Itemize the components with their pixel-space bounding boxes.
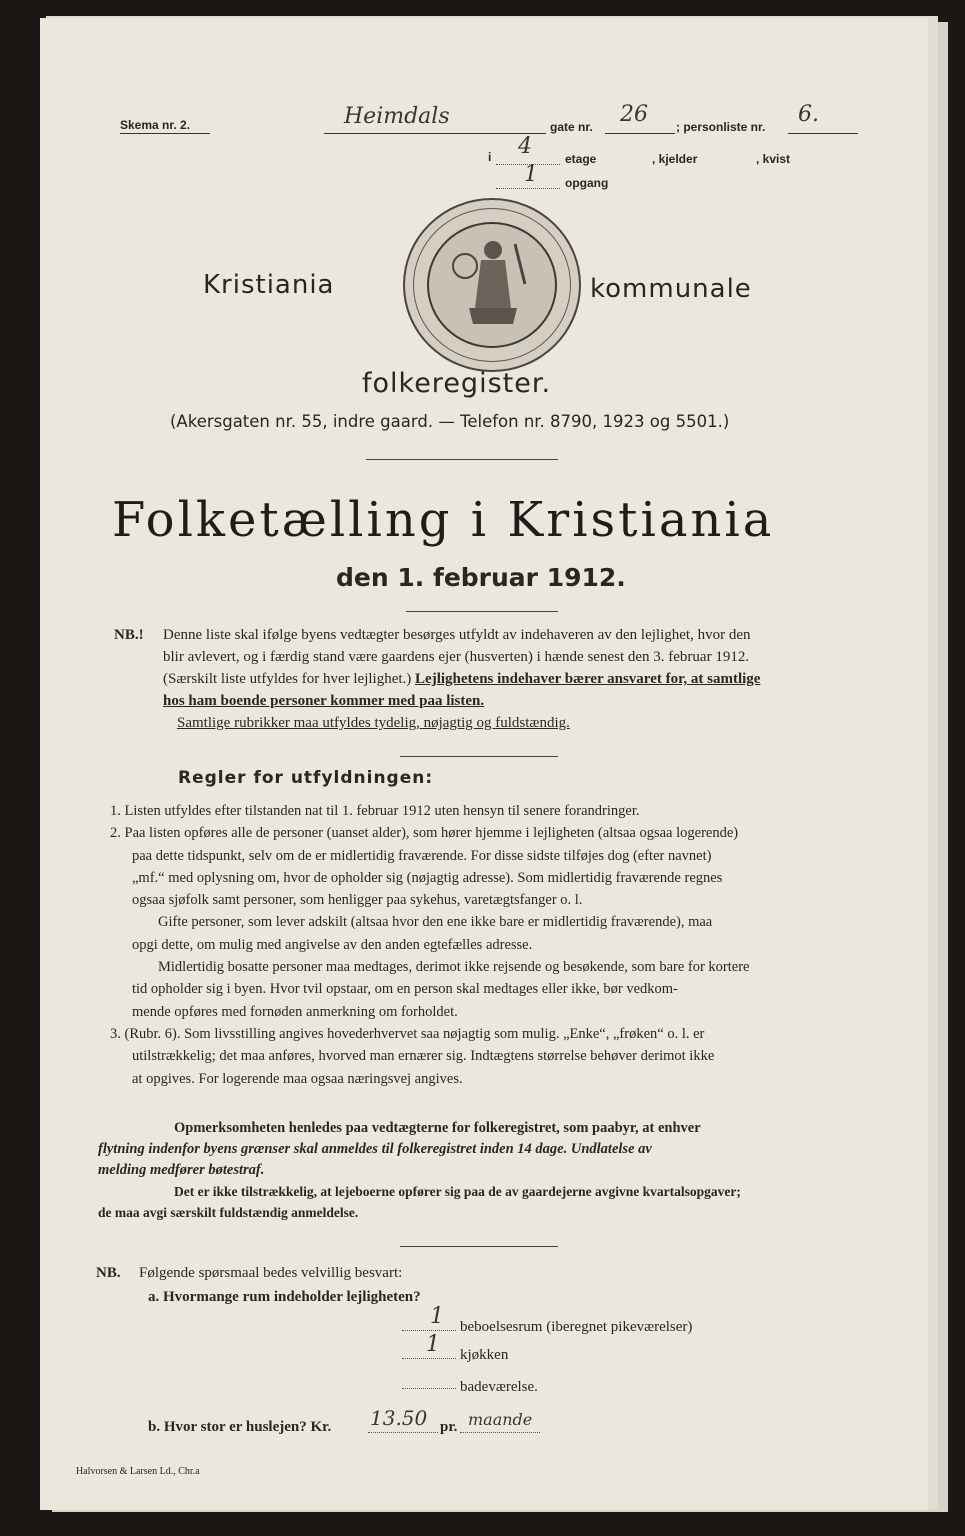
seal-figure-icon (429, 224, 559, 350)
nb-line-3-start: (Særskilt liste utfyldes for hver lejlighet.) (163, 671, 412, 687)
rooms-value: 1 (430, 1304, 444, 1329)
gate-label: gate nr. (550, 120, 593, 134)
kitchen-label: kjøkken (460, 1347, 509, 1363)
rule-line: 2. Paa listen opføres alle de personer (uanset alder), som hører hjemme i lejligheten (altsaa ogsaa logerende) (110, 825, 739, 842)
rule-line: 1. Listen utfyldes efter tilstanden nat til 1. februar 1912 uten hensyn til senere forandringer. (110, 803, 640, 819)
personliste-line (788, 133, 858, 134)
seal-center (427, 222, 557, 348)
opgang-dots (496, 188, 560, 189)
rule-line: Midlertidig bosatte personer maa medtages, derimot ikke rejsende og besøkende, som bare for kortere (158, 959, 750, 976)
nb-last-line: Samtlige rubrikker maa utfyldes tydelig, nøjagtig og fuldstændig. (177, 715, 570, 731)
etage-handwritten: 4 (518, 134, 532, 159)
opgang-handwritten: 1 (524, 162, 538, 187)
street-handwritten: Heimdals (344, 104, 450, 129)
rent-value: 13.50 (370, 1406, 428, 1430)
notice-line: flytning indenfor byens grænser skal anmeldes til folkeregistret inden 14 dage. Undlatelse av (98, 1141, 652, 1157)
street-line (324, 133, 546, 134)
divider-2 (406, 611, 558, 612)
question-b: b. Hvor stor er huslejen? Kr. (148, 1419, 332, 1435)
divider-1 (366, 459, 558, 460)
rules-text (110, 800, 749, 1090)
notice-line: de maa avgi særskilt fuldstændig anmeldelse. (98, 1205, 359, 1220)
rooms-label: beboelsesrum (iberegnet pikeværelser) (460, 1319, 693, 1335)
nb-line: Denne liste skal ifølge byens vedtægter besørges utfyldt av indehaveren av den lejlighet, hvor den (163, 627, 751, 643)
nb-line-3 (163, 668, 760, 690)
kitchen-value: 1 (426, 1332, 440, 1357)
header-left-word: Kristiania (203, 270, 335, 300)
bath-dots (402, 1388, 456, 1389)
etage-label: etage (565, 152, 597, 166)
personliste-handwritten: 6. (798, 102, 819, 127)
skema-underline (120, 133, 210, 134)
address-line: (Akersgaten nr. 55, indre gaard. — Telefon nr. 8790, 1923 og 5501.) (170, 412, 730, 431)
rule-line: 3. (Rubr. 6). Som livsstilling angives hovederhvervet saa nøjagtig som mulig. „Enke“, „frøken“ o. l. er (110, 1025, 705, 1042)
notice-line: melding medfører bøtestraf. (98, 1162, 265, 1178)
skema-number: Skema nr. 2. (120, 118, 191, 132)
rent-pr: pr. (440, 1419, 458, 1435)
main-title: Folketælling i Kristiania (112, 492, 775, 548)
sub-title: den 1. februar 1912. (336, 563, 626, 592)
opgang-label: opgang (565, 176, 609, 190)
rent-period: maande (468, 1410, 533, 1429)
kitchen-dots (402, 1358, 456, 1359)
rules-heading: Regler for utfyldningen: (178, 768, 434, 788)
census-form-page (40, 18, 928, 1510)
gate-no-handwritten: 26 (620, 102, 648, 127)
divider-3 (400, 756, 558, 757)
period-dots (460, 1432, 540, 1433)
gate-line (605, 133, 675, 134)
rule-line: ogsaa sjøfolk samt personer, som henligger paa sykehus, varetægtsfanger o. l. (132, 892, 583, 909)
divider-4 (400, 1246, 558, 1247)
questions-intro: Følgende spørsmaal bedes velvillig besvart: (139, 1265, 403, 1281)
rent-dots (368, 1432, 438, 1433)
bath-label: badeværelse. (460, 1379, 538, 1395)
nb-bold-tail: Lejlighetens indehaver bærer ansvaret for, at samtlige (415, 671, 761, 687)
rule-line: at opgives. For logerende maa ogsaa næringsvej angives. (132, 1070, 463, 1087)
questions-nb: NB. (96, 1265, 121, 1281)
nb-line: blir avlevert, og i færdig stand være gaardens ejer (husverten) i hænde senest den 3. februar 1912. (163, 649, 750, 665)
personliste-label: ; personliste nr. (676, 120, 766, 134)
nb-text (163, 624, 760, 734)
nb-bold-line: hos ham boende personer kommer med paa listen. (163, 693, 485, 709)
header-right-word: kommunale (590, 274, 752, 304)
rule-line: „mf.“ med oplysning om, hvor de opholder sig (nøjagtig adresse). Som midlertidig fraværende regnes (132, 869, 723, 886)
nb-label: NB.! (114, 627, 144, 643)
notice-line: Det er ikke tilstrækkelig, at lejeboerne opfører sig paa de av gaardejerne avgivne kvartalsopgaver; (174, 1184, 741, 1199)
folkeregister-title: folkeregister. (362, 368, 552, 399)
printer-credit: Halvorsen & Larsen Ld., Chr.a (76, 1466, 200, 1477)
kjelder-label: , kjelder (652, 152, 698, 166)
i-label: i (488, 150, 492, 164)
notice-text (98, 1118, 741, 1223)
rule-line: utilstrækkelig; det maa anføres, hvorved man ernærer sig. Indtægtens størrelse behøver derimot ikke (132, 1048, 715, 1065)
question-a: a. Hvormange rum indeholder lejligheten? (148, 1289, 421, 1305)
rooms-dots (402, 1330, 456, 1331)
city-seal-icon (403, 198, 581, 372)
notice-line: Opmerksomheten henledes paa vedtægterne for folkeregistret, som paabyr, at enhver (174, 1120, 701, 1136)
rule-line: opgi dette, om mulig med angivelse av den anden egtefælles adresse. (132, 936, 533, 953)
rule-line: mende opføres med fornøden anmerkning om forholdet. (132, 1003, 458, 1020)
rule-line: Gifte personer, som lever adskilt (altsaa hvor den ene ikke bare er midlertidig fraværende), maa (158, 914, 713, 931)
rule-line: tid opholder sig i byen. Hvor tvil opstaar, om en person skal medtages eller ikke, bør vedkom- (132, 981, 678, 998)
rule-line: paa dette tidspunkt, selv om de er midlertidig fraværende. For disse sidste tilføjes dog (efter navnet) (132, 847, 712, 864)
kvist-label: , kvist (756, 152, 791, 166)
